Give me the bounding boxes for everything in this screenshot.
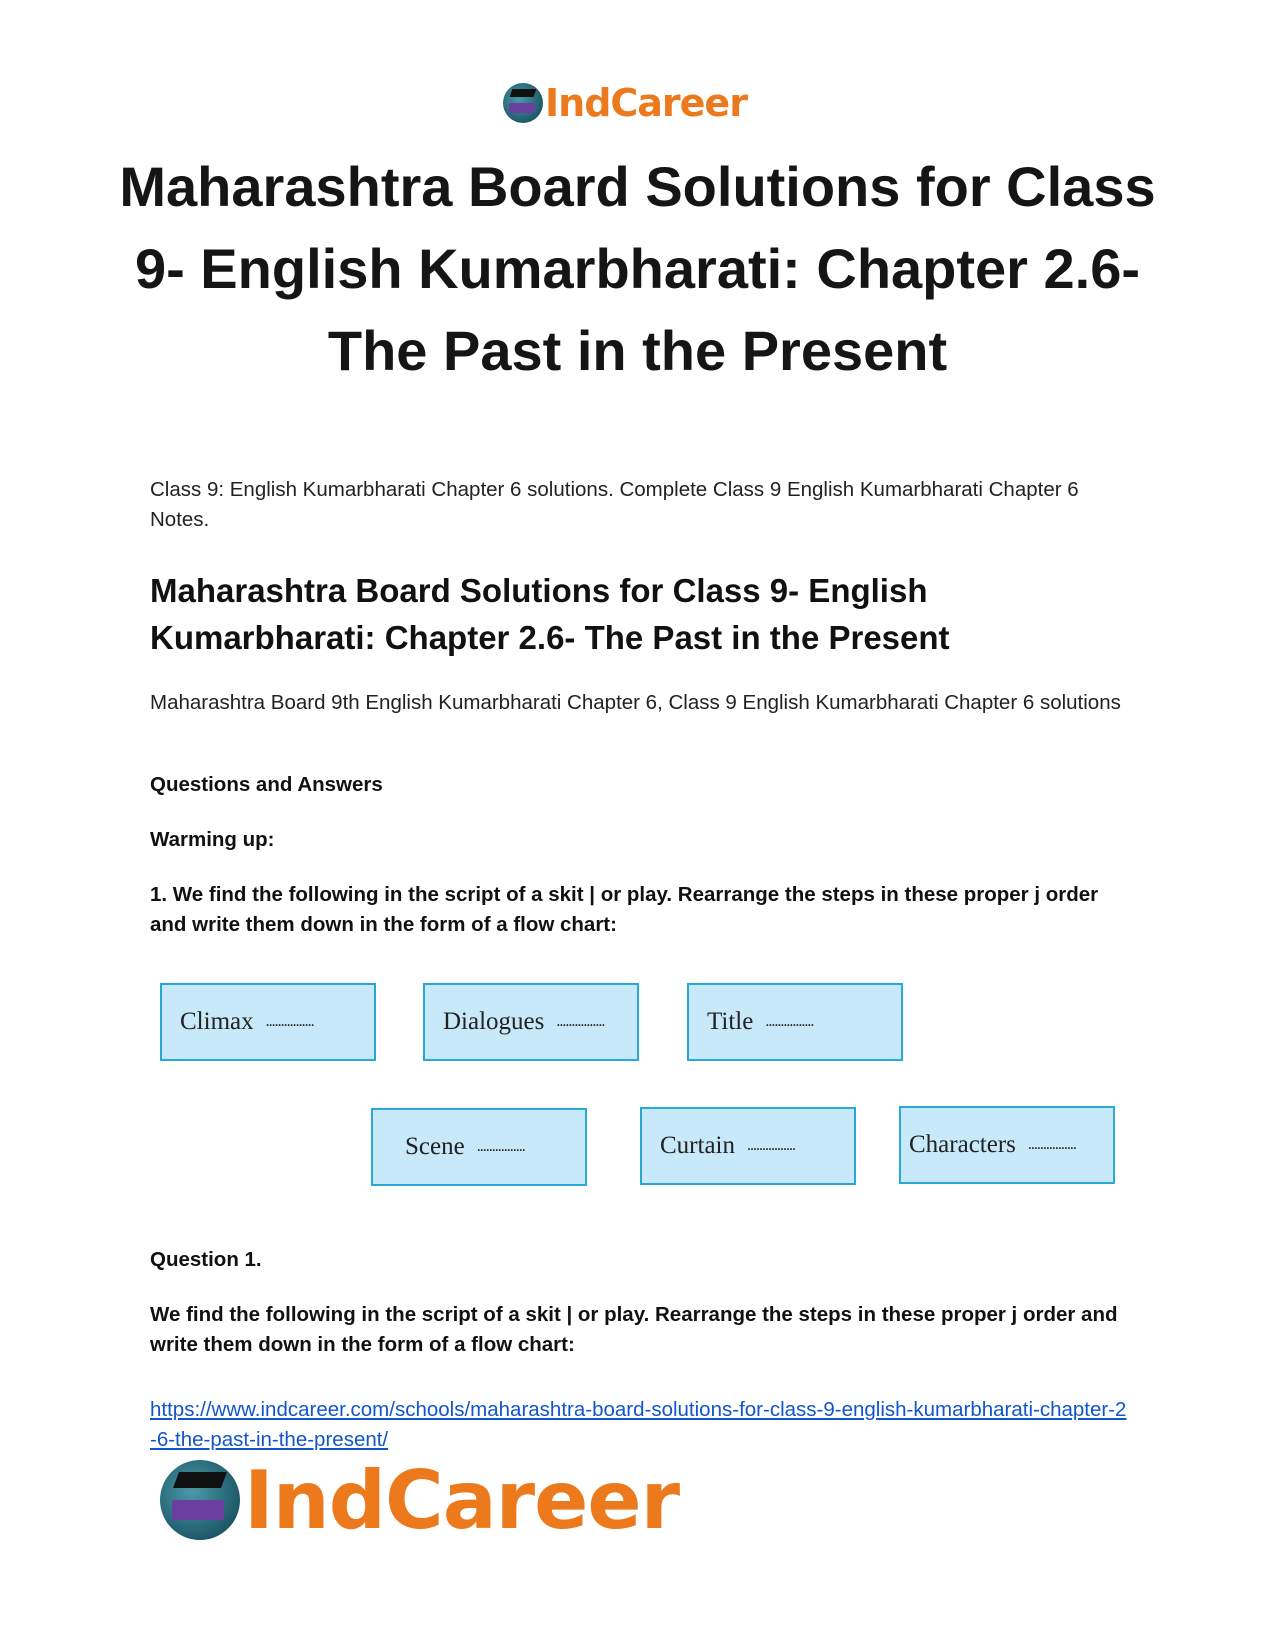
flowchart-box xyxy=(640,1107,856,1185)
flowchart-box-blank: ................ xyxy=(1027,1136,1076,1153)
flowchart-box xyxy=(371,1108,587,1186)
graduation-cap-icon xyxy=(160,1460,240,1540)
flowchart-box-label: Climax xyxy=(180,1008,254,1035)
section-description: Maharashtra Board 9th English Kumarbharati Chapter 6, Class 9 English Kumarbharati Chapter 6 solutions xyxy=(150,691,1121,714)
flowchart-box xyxy=(899,1106,1115,1184)
flowchart-box xyxy=(687,983,903,1061)
question-label: Question 1. xyxy=(150,1248,262,1271)
page-title: Maharashtra Board Solutions for Class 9- English Kumarbharati: Chapter 2.6- The Past in the Present xyxy=(119,155,1156,382)
section-heading: Maharashtra Board Solutions for Class 9- English Kumarbharati: Chapter 2.6- The Past in the Present xyxy=(150,572,950,656)
intro-text: Class 9: English Kumarbharati Chapter 6 solutions. Complete Class 9 English Kumarbharati Chapter 6 Notes. xyxy=(150,478,1079,531)
flowchart-box xyxy=(423,983,639,1061)
flowchart-box-label: Dialogues xyxy=(443,1008,545,1035)
flowchart-box-label: Characters xyxy=(909,1131,1016,1158)
brand-name-large: IndCareer xyxy=(244,1453,680,1547)
flowchart-box-blank: ................ xyxy=(265,1013,314,1030)
qa-heading: Questions and Answers xyxy=(150,773,383,796)
bottom-logo xyxy=(160,1455,679,1545)
question-prompt: 1. We find the following in the script of a skit | or play. Rearrange the steps in these proper j order and write them down in the form of a flow chart: xyxy=(150,883,1099,936)
flowchart-box xyxy=(160,983,376,1061)
top-logo xyxy=(503,80,747,126)
flowchart-box-label: Curtain xyxy=(660,1132,735,1159)
source-link[interactable]: https://www.indcareer.com/schools/maharashtra-board-solutions-for-class-9-english-kumarbharati-chapter-2-6-the-past-in-the-present/ xyxy=(150,1398,1127,1451)
graduation-cap-icon xyxy=(503,83,543,123)
flowchart-box-blank: ................ xyxy=(747,1137,795,1154)
warmup-heading: Warming up: xyxy=(150,828,275,851)
flowchart-box-label: Title xyxy=(707,1008,754,1035)
brand-name: IndCareer xyxy=(545,81,747,125)
flowchart-box-blank: ................ xyxy=(476,1138,525,1155)
flowchart-box-label: Scene xyxy=(405,1133,465,1160)
flowchart-box-blank: ................ xyxy=(765,1013,814,1030)
question-text: We find the following in the script of a skit | or play. Rearrange the steps in these proper j order and write them down in the form of a flow chart: xyxy=(150,1303,1118,1356)
flowchart-box-blank: ................ xyxy=(556,1013,605,1030)
